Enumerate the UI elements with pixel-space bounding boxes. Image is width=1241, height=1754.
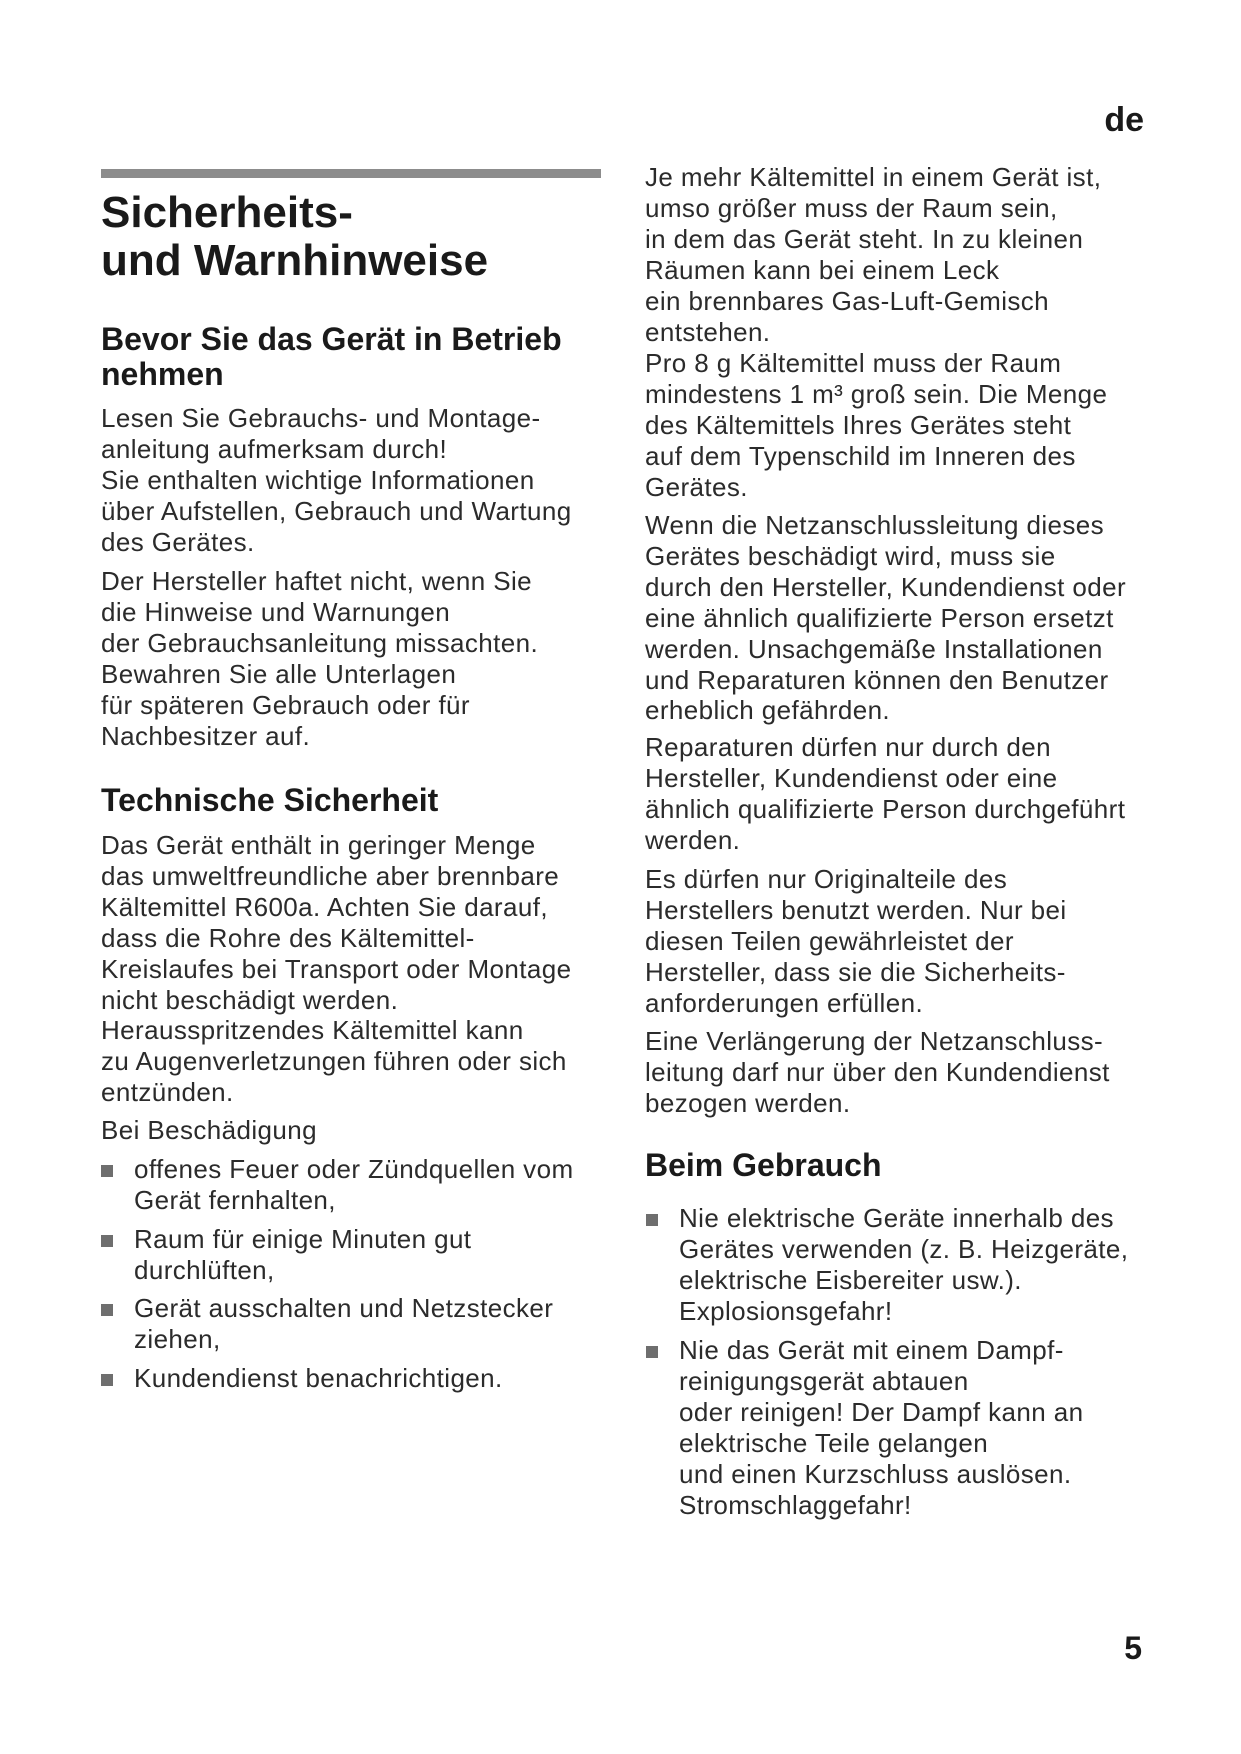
- bullet-icon: [646, 1346, 658, 1358]
- list-item: [646, 1203, 1128, 1327]
- paragraph: Bei Beschädigung: [101, 1115, 317, 1145]
- paragraph: Das Gerät enthält in geringer Menge das umweltfreundliche aber brennbare Kältemittel R600a. Achten Sie darauf, dass die Rohre des Kältemittel- Kreislaufes bei Transport oder Montage nicht beschädigt werden. Herausspritzendes Kältemittel kann zu Augenverletzungen führen oder sich entzünden.: [101, 830, 572, 1108]
- paragraph: Je mehr Kältemittel in einem Gerät ist, umso größer muss der Raum sein, in dem das Gerät steht. In zu kleinen Räumen kann bei einem Leck ein brennbares Gas-Luft-Gemisch entstehen.: [645, 162, 1102, 347]
- list-item-text: Raum für einige Minuten gut durchlüften,: [134, 1224, 472, 1285]
- bullet-icon: [101, 1374, 113, 1386]
- list-item-text: Gerät ausschalten und Netzstecker ziehen,: [134, 1293, 554, 1354]
- list-item-text: Kundendienst benachrichtigen.: [134, 1363, 503, 1393]
- bullet-icon: [646, 1214, 658, 1226]
- paragraph: Eine Verlängerung der Netzanschluss- leitung darf nur über den Kundendienst bezogen werden.: [645, 1026, 1110, 1118]
- paragraph: Der Hersteller haftet nicht, wenn Sie die Hinweise und Warnungen der Gebrauchsanleitung missachten. Bewahren Sie alle Unterlagen für späteren Gebrauch oder für Nachbesitzer auf.: [101, 566, 539, 751]
- paragraph: Lesen Sie Gebrauchs- und Montage- anleitung aufmerksam durch! Sie enthalten wichtige Informationen über Aufstellen, Gebrauch und Wartung des Gerätes.: [101, 403, 572, 557]
- list-item: [646, 1335, 1083, 1520]
- paragraph: Pro 8 g Kältemittel muss der Raum mindestens 1 m³ groß sein. Die Menge des Kältemittels Ihres Gerätes steht auf dem Typenschild im Inneren des Gerätes.: [645, 348, 1108, 502]
- section-title-bar: [101, 169, 601, 178]
- list-item: [101, 1224, 471, 1286]
- paragraph: Wenn die Netzanschlussleitung dieses Gerätes beschädigt wird, muss sie durch den Hersteller, Kundendienst oder eine ähnlich qualifizierte Person ersetzt werden. Unsachgemäße Installationen und Reparaturen können den Benutzer erheblich gefährden.: [645, 510, 1127, 726]
- list-item: [101, 1363, 503, 1394]
- paragraph: Reparaturen dürfen nur durch den Hersteller, Kundendienst oder eine ähnlich qualifizierte Person durchgeführt werden.: [645, 732, 1126, 855]
- list-item: [101, 1154, 574, 1216]
- list-item-text: Nie das Gerät mit einem Dampf- reinigungsgerät abtauen oder reinigen! Der Dampf kann an elektrische Teile gelangen und einen Kurzschluss auslösen. Stromschlaggefahr!: [679, 1335, 1084, 1520]
- page-title: Sicherheits- und Warnhinweise: [101, 188, 489, 286]
- bullet-icon: [101, 1165, 113, 1177]
- list-item-text: offenes Feuer oder Zündquellen vom Gerät fernhalten,: [134, 1154, 574, 1215]
- paragraph: Es dürfen nur Originalteile des Herstellers benutzt werden. Nur bei diesen Teilen gewährleistet der Hersteller, dass sie die Sicherheits- anforderungen erfüllen.: [645, 864, 1067, 1018]
- language-label: de: [1104, 101, 1144, 139]
- page-number: 5: [1124, 1630, 1142, 1666]
- bullet-icon: [101, 1304, 113, 1316]
- bullet-icon: [101, 1235, 113, 1247]
- heading-technical-safety: Technische Sicherheit: [101, 782, 439, 818]
- heading-in-use: Beim Gebrauch: [645, 1147, 882, 1183]
- heading-before-use: Bevor Sie das Gerät in Betrieb nehmen: [101, 321, 562, 392]
- list-item: [101, 1293, 553, 1355]
- list-item-text: Nie elektrische Geräte innerhalb des Gerätes verwenden (z. B. Heizgeräte, elektrische Eisbereiter usw.). Explosionsgefahr!: [679, 1203, 1129, 1326]
